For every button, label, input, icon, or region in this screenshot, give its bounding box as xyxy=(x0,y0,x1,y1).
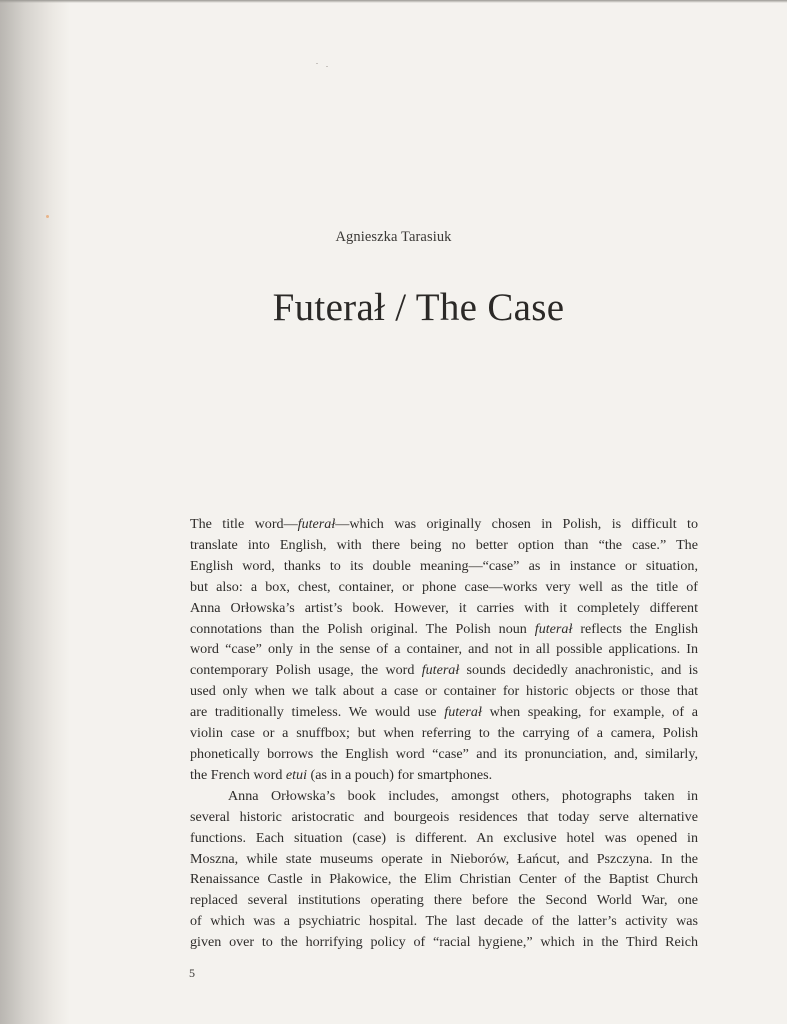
author-name: Agnieszka Tarasiuk xyxy=(335,229,452,245)
text-line: violin case or a snuffbox; but when referring to the carrying of a camera, Polish xyxy=(190,725,698,742)
ink-speck xyxy=(326,66,328,67)
text-line: Anna Orłowska’s book includes, amongst others, photographs taken in xyxy=(228,787,698,804)
ink-speck xyxy=(46,215,49,218)
text-line: English word, thanks to its double meaning—“case” as in instance or situation, xyxy=(190,557,698,574)
text-line: functions. Each situation (case) is different. An exclusive hotel was opened in xyxy=(190,829,698,846)
page-number: 5 xyxy=(189,966,195,980)
text-line: translate into English, with there being no better option than “the case.” The xyxy=(190,536,698,553)
text-line: Moszna, while state museums operate in Nieborów, Łańcut, and Pszczyna. In the xyxy=(190,850,698,867)
text-line: replaced several institutions operating there before the Second World War, one xyxy=(190,892,698,909)
text-line: The title word—futerał—which was originally chosen in Polish, is difficult to xyxy=(190,516,698,532)
text-line: of which was a psychiatric hospital. The last decade of the latter’s activity was xyxy=(190,913,698,930)
page-top-edge xyxy=(0,0,787,3)
paragraph-2 xyxy=(190,786,698,953)
text-line: used only when we talk about a case or container for historic objects or those that xyxy=(190,683,698,700)
text-line: Renaissance Castle in Płakowice, the Elim Christian Center of the Baptist Church xyxy=(190,871,698,888)
page-title: Futerał / The Case xyxy=(272,286,565,329)
paragraph-1 xyxy=(190,514,698,786)
text-line: word “case” only in the sense of a container, and not in all possible applications. In xyxy=(190,641,698,658)
text-line: are traditionally timeless. We would use futerał when speaking, for example, of a xyxy=(190,704,698,721)
text-line: given over to the horrifying policy of “racial hygiene,” which in the Third Reich xyxy=(190,934,698,951)
binding-shadow xyxy=(0,0,70,1024)
text-line: the French word etui (as in a pouch) for smartphones. xyxy=(190,766,493,783)
text-line: contemporary Polish usage, the word futerał sounds decidedly anachronistic, and is xyxy=(190,662,698,679)
body-text xyxy=(190,514,698,953)
text-line: phonetically borrows the English word “case” and its pronunciation, and, similarly, xyxy=(190,745,698,762)
text-line: several historic aristocratic and bourgeois residences that today serve alternative xyxy=(190,808,698,825)
text-line: but also: a box, chest, container, or phone case—works very well as the title of xyxy=(190,578,698,595)
text-line: connotations than the Polish original. The Polish noun futerał reflects the English xyxy=(190,620,698,637)
ink-speck xyxy=(316,63,318,64)
text-line: Anna Orłowska’s artist’s book. However, it carries with it completely different xyxy=(190,599,698,616)
